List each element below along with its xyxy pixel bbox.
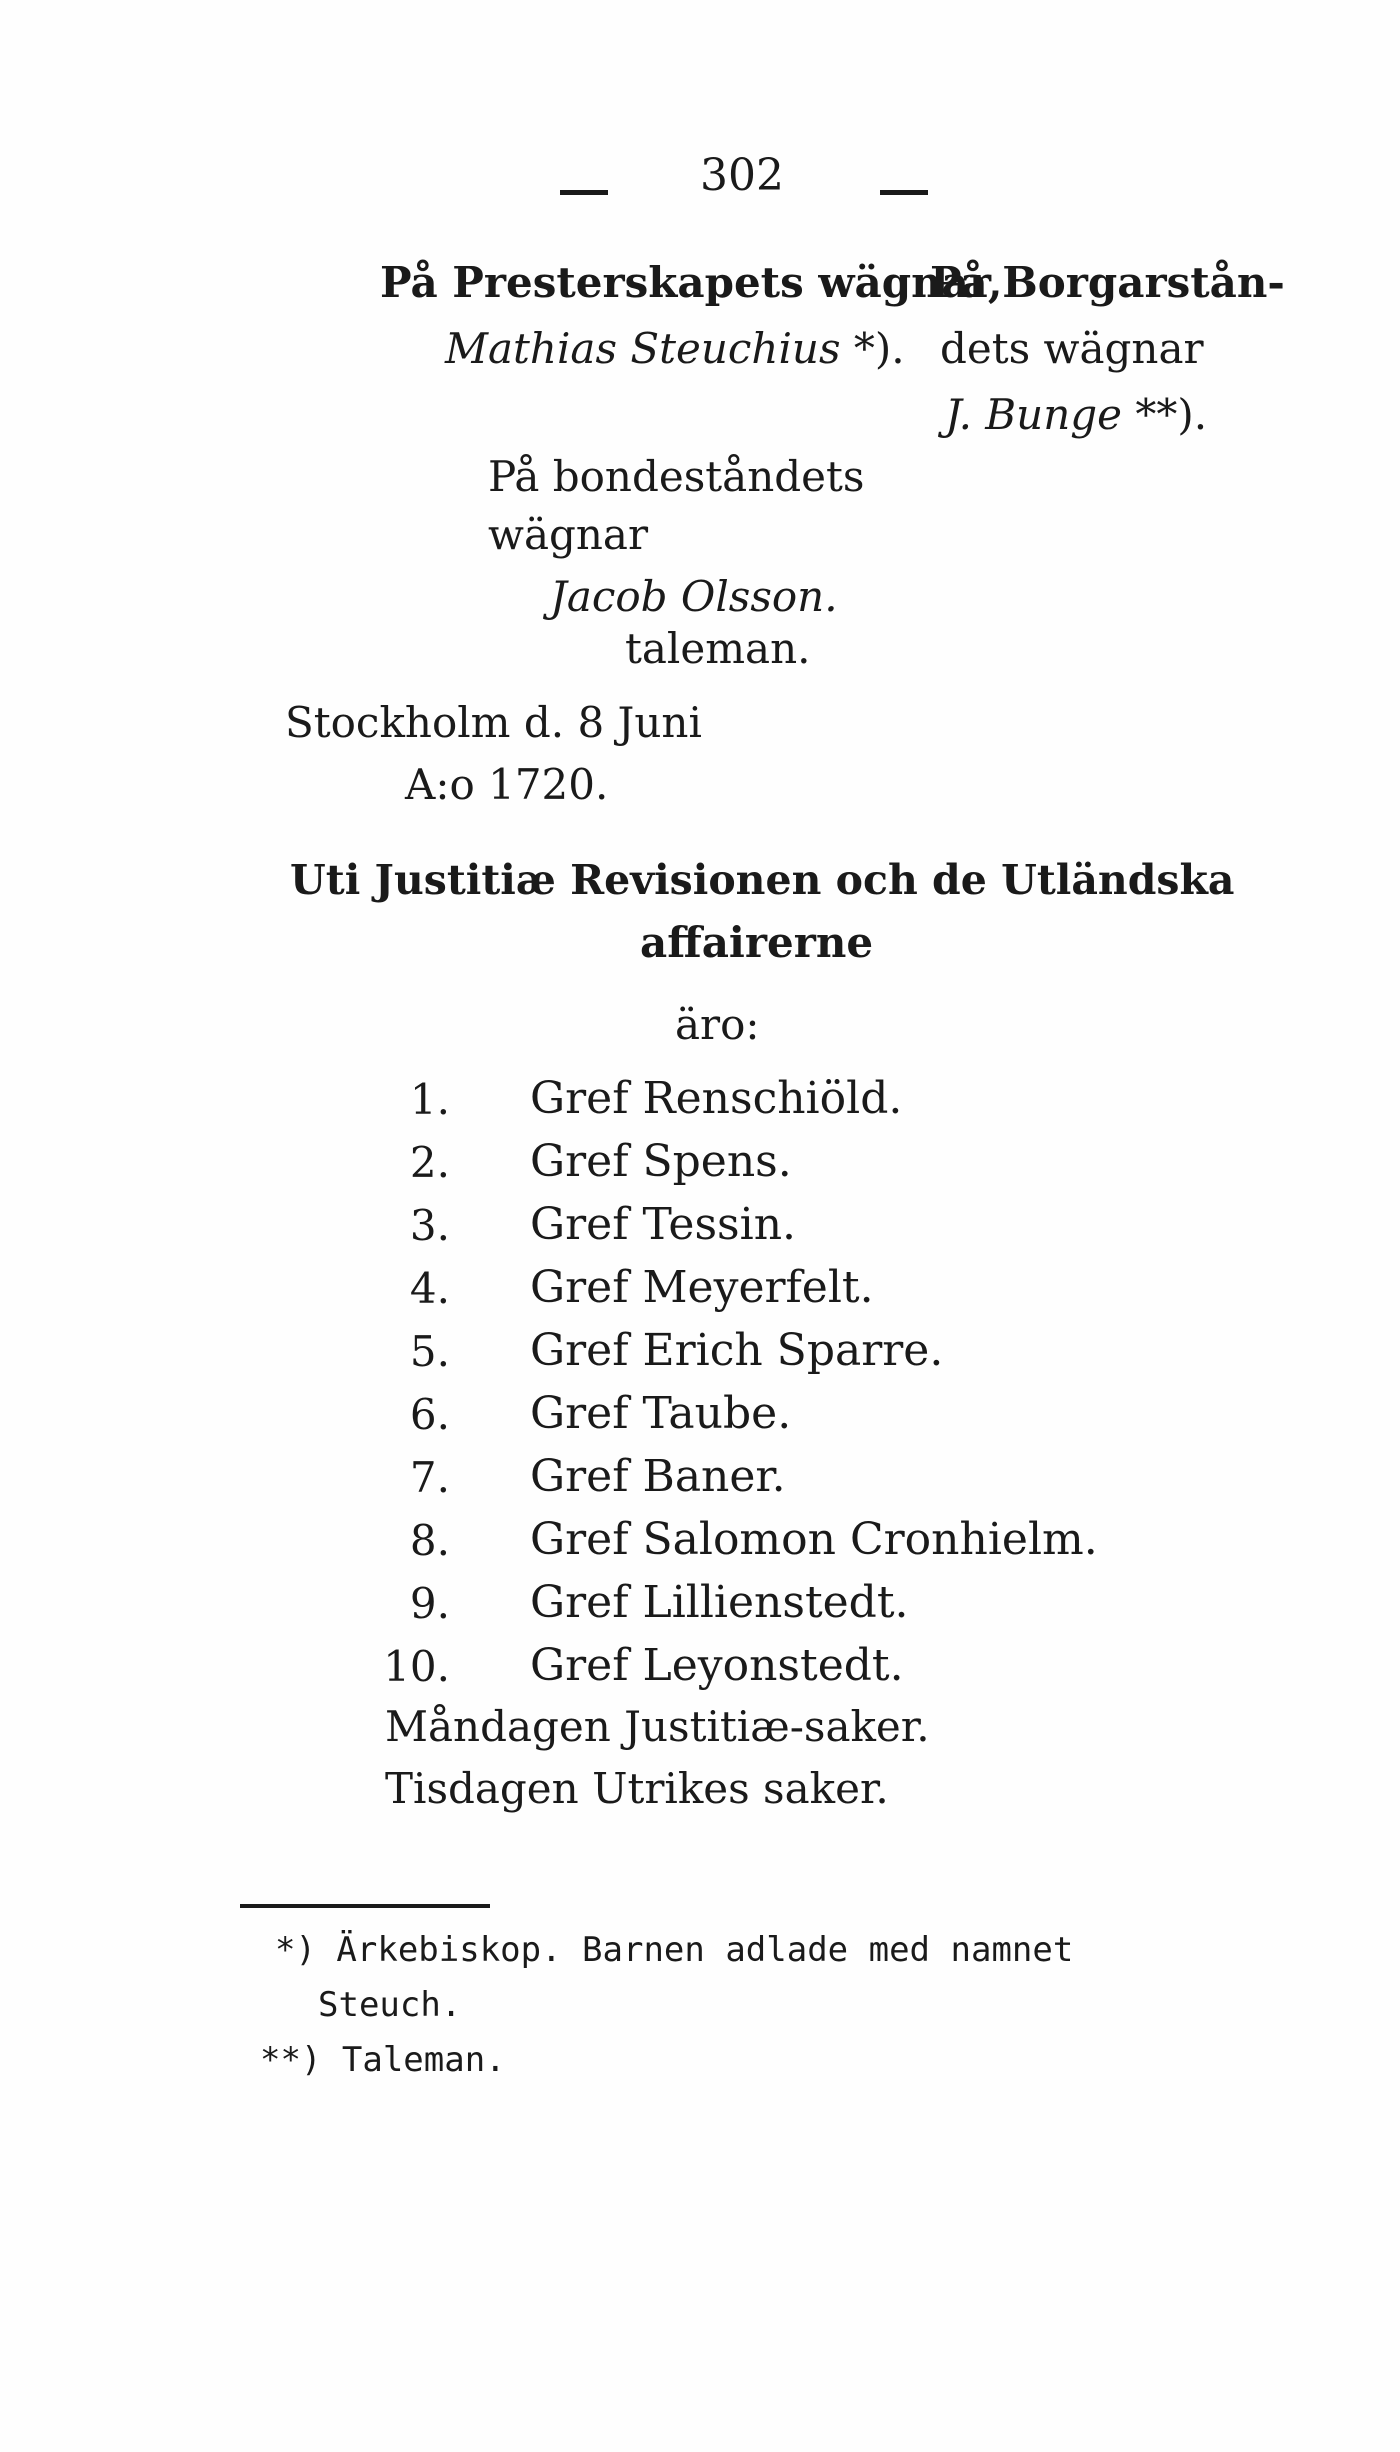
burghers-name: J. Bunge <box>945 390 1122 439</box>
list-item-number: 9. <box>409 1579 450 1628</box>
list-item-name: Gref Salomon Cronhielm. <box>530 1514 1098 1565</box>
list-item-name: Gref Lillienstedt. <box>530 1577 909 1628</box>
clergy-signatory <box>445 324 905 373</box>
list-item-name: Gref Baner. <box>530 1451 786 1502</box>
burghers-heading-line1: På Borgarstån- <box>930 258 1285 307</box>
list-item-number: 4. <box>409 1264 450 1313</box>
header-dash-left <box>560 190 608 195</box>
peasants-heading-line1: På bondeståndets <box>488 452 865 501</box>
clergy-footnote-mark: *). <box>853 324 905 373</box>
footnote-rule <box>240 1904 490 1908</box>
list-item-number: 5. <box>409 1327 450 1376</box>
schedule-monday: Måndagen Justitiæ-saker. <box>385 1702 930 1751</box>
footnote-1-line1: *) Ärkebiskop. Barnen adlade med namnet <box>275 1930 1074 1970</box>
burghers-footnote-mark: **). <box>1135 390 1208 439</box>
list-item-number: 1. <box>409 1075 450 1124</box>
list-item-number: 3. <box>409 1201 450 1250</box>
list-item-name: Gref Spens. <box>530 1136 792 1187</box>
schedule-tuesday: Tisdagen Utrikes saker. <box>385 1764 889 1813</box>
list-item-name: Gref Taube. <box>530 1388 792 1439</box>
list-item-name: Gref Tessin. <box>530 1199 797 1250</box>
header-dash-right <box>880 190 928 195</box>
section-heading-line2: affairerne <box>640 918 874 967</box>
footnote-2: **) Taleman. <box>260 2040 506 2080</box>
list-item-number: 6. <box>409 1390 450 1439</box>
list-item-number: 10. <box>383 1642 450 1691</box>
burghers-heading-line2: dets wägnar <box>940 324 1204 373</box>
list-item-name: Gref Erich Sparre. <box>530 1325 944 1376</box>
list-item-number: 7. <box>409 1453 450 1502</box>
peasants-heading-line2: wägnar <box>488 510 649 559</box>
page-number: 302 <box>700 150 784 201</box>
list-item-name: Gref Leyonstedt. <box>530 1640 904 1691</box>
footnote-1-line2: Steuch. <box>318 1985 462 2025</box>
clergy-name: Mathias Steuchius <box>445 324 841 373</box>
list-item-number: 2. <box>409 1138 450 1187</box>
burghers-signatory <box>945 390 1207 439</box>
dateline-place-date: Stockholm d. 8 Juni <box>285 698 702 747</box>
peasants-name: Jacob Olsson. <box>550 572 838 621</box>
list-item-name: Gref Renschiöld. <box>530 1073 903 1124</box>
dateline-year: A:o 1720. <box>405 760 609 809</box>
peasants-title: taleman. <box>625 624 811 673</box>
list-item-name: Gref Meyerfelt. <box>530 1262 874 1313</box>
section-intro: äro: <box>675 1000 760 1049</box>
clergy-heading: På Presterskapets wägnar, <box>380 258 1003 307</box>
list-item-number: 8. <box>409 1516 450 1565</box>
section-heading-line1: Uti Justitiæ Revisionen och de Utländska <box>290 856 1235 904</box>
